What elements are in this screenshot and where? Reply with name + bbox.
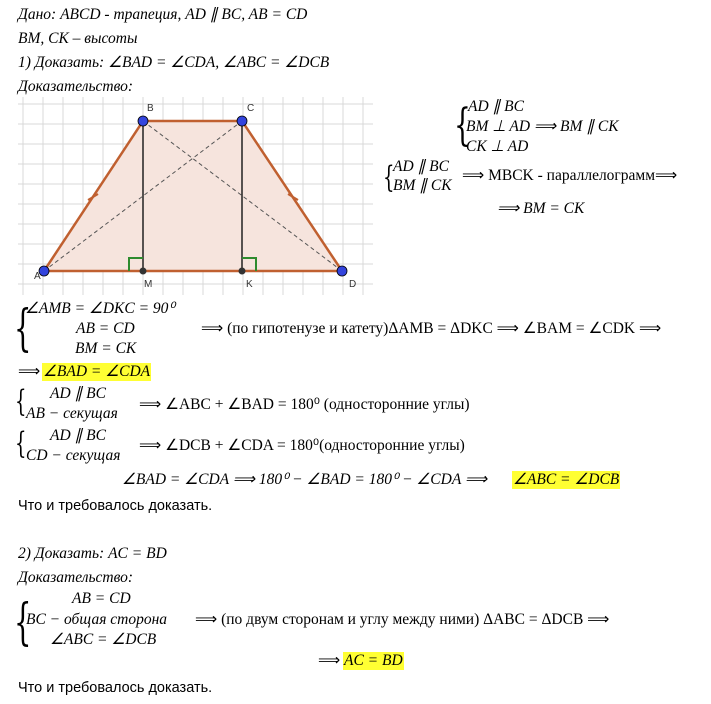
angle-chain: ∠BAD = ∠CDA ⟹ 180⁰ − ∠BAD = 180⁰ − ∠CDA ⟹ (122, 471, 488, 488)
part1-qed: Что и требовалось доказать. (18, 498, 213, 514)
sys3-line-3: BM = CK (75, 340, 137, 357)
part2-qed: Что и требовалось доказать. (18, 680, 213, 696)
part1-proof-label: Доказательство: (18, 78, 134, 95)
brace-part2-sys: { (14, 593, 32, 651)
part2-sys-line-1: AB = CD (72, 590, 131, 607)
part2-result-arrow: ⟹ (318, 652, 341, 669)
part2-sys-line-3: ∠ABC = ∠DCB (50, 631, 157, 648)
result1-arrow: ⟹ (18, 363, 41, 380)
brace-sys4: { (15, 384, 27, 419)
result2-highlight: ∠ABC = ∠DCB (513, 471, 620, 488)
label-a: A (34, 271, 41, 282)
point-b (138, 116, 148, 126)
label-c: C (247, 103, 255, 114)
part2-sys-line-2: BC − общая сторона (26, 611, 168, 628)
point-m (140, 268, 147, 275)
brace-sys1: { (454, 100, 471, 151)
sys5-line-2: CD − секущая (26, 447, 121, 464)
part2-task: 2) Доказать: AC = BD (18, 545, 167, 562)
brace-sys2: { (383, 160, 395, 195)
sys4-line-2: AB − секущая (26, 405, 118, 422)
part2-result-highlight: AC = BD (344, 652, 403, 669)
part2-proof-label: Доказательство: (18, 569, 134, 586)
sys2-result: ⟹ MBCK - параллелограмм⟹ (462, 167, 678, 184)
sys1-line-2: BM ⊥ AD ⟹ BM ∥ CK (466, 118, 619, 135)
label-k: K (246, 279, 253, 290)
brace-sys5: { (15, 426, 27, 461)
label-d: D (349, 279, 357, 290)
sys5-line-1: AD ∥ BC (50, 427, 106, 444)
part2-sys-result: ⟹ (по двум сторонам и углу между ними) ΔABC = ΔDCB ⟹ (195, 611, 610, 628)
sys2-line-1: AD ∥ BC (393, 158, 449, 175)
sys3-line-1: ∠AMB = ∠DKC = 90⁰ (25, 300, 175, 317)
result1-highlight: ∠BAD = ∠CDA (43, 363, 151, 380)
given-line-1: Дано: ABCD - трапеция, AD ∥ BC, AB = CD (18, 6, 308, 23)
point-d (337, 266, 347, 276)
bm-equals-ck: ⟹ BM = CK (497, 200, 585, 217)
sys4-line-1: AD ∥ BC (50, 385, 106, 402)
sys2-line-2: BM ∥ CK (393, 177, 452, 194)
point-c (237, 116, 247, 126)
brace-sys3: { (14, 299, 32, 357)
sys3-result: ⟹ (по гипотенузе и катету)ΔAMB = ΔDKC ⟹ ∠BAM = ∠CDK ⟹ (201, 320, 662, 337)
label-m: M (144, 279, 153, 290)
sys1-line-3: CK ⊥ AD (466, 138, 529, 155)
sys3-line-2: AB = CD (76, 320, 135, 337)
sys1-line-1: AD ∥ BC (468, 98, 524, 115)
sys5-result: ⟹ ∠DCB + ∠CDA = 180⁰(односторонние углы) (139, 437, 465, 454)
part1-task: 1) Доказать: ∠BAD = ∠CDA, ∠ABC = ∠DCB (18, 54, 330, 71)
trapezoid-figure (18, 97, 373, 295)
sys4-result: ⟹ ∠ABC + ∠BAD = 180⁰ (односторонние углы) (139, 396, 470, 413)
point-k (239, 268, 246, 275)
label-b: B (147, 103, 154, 114)
given-line-2: BM, CK – высоты (18, 30, 138, 47)
